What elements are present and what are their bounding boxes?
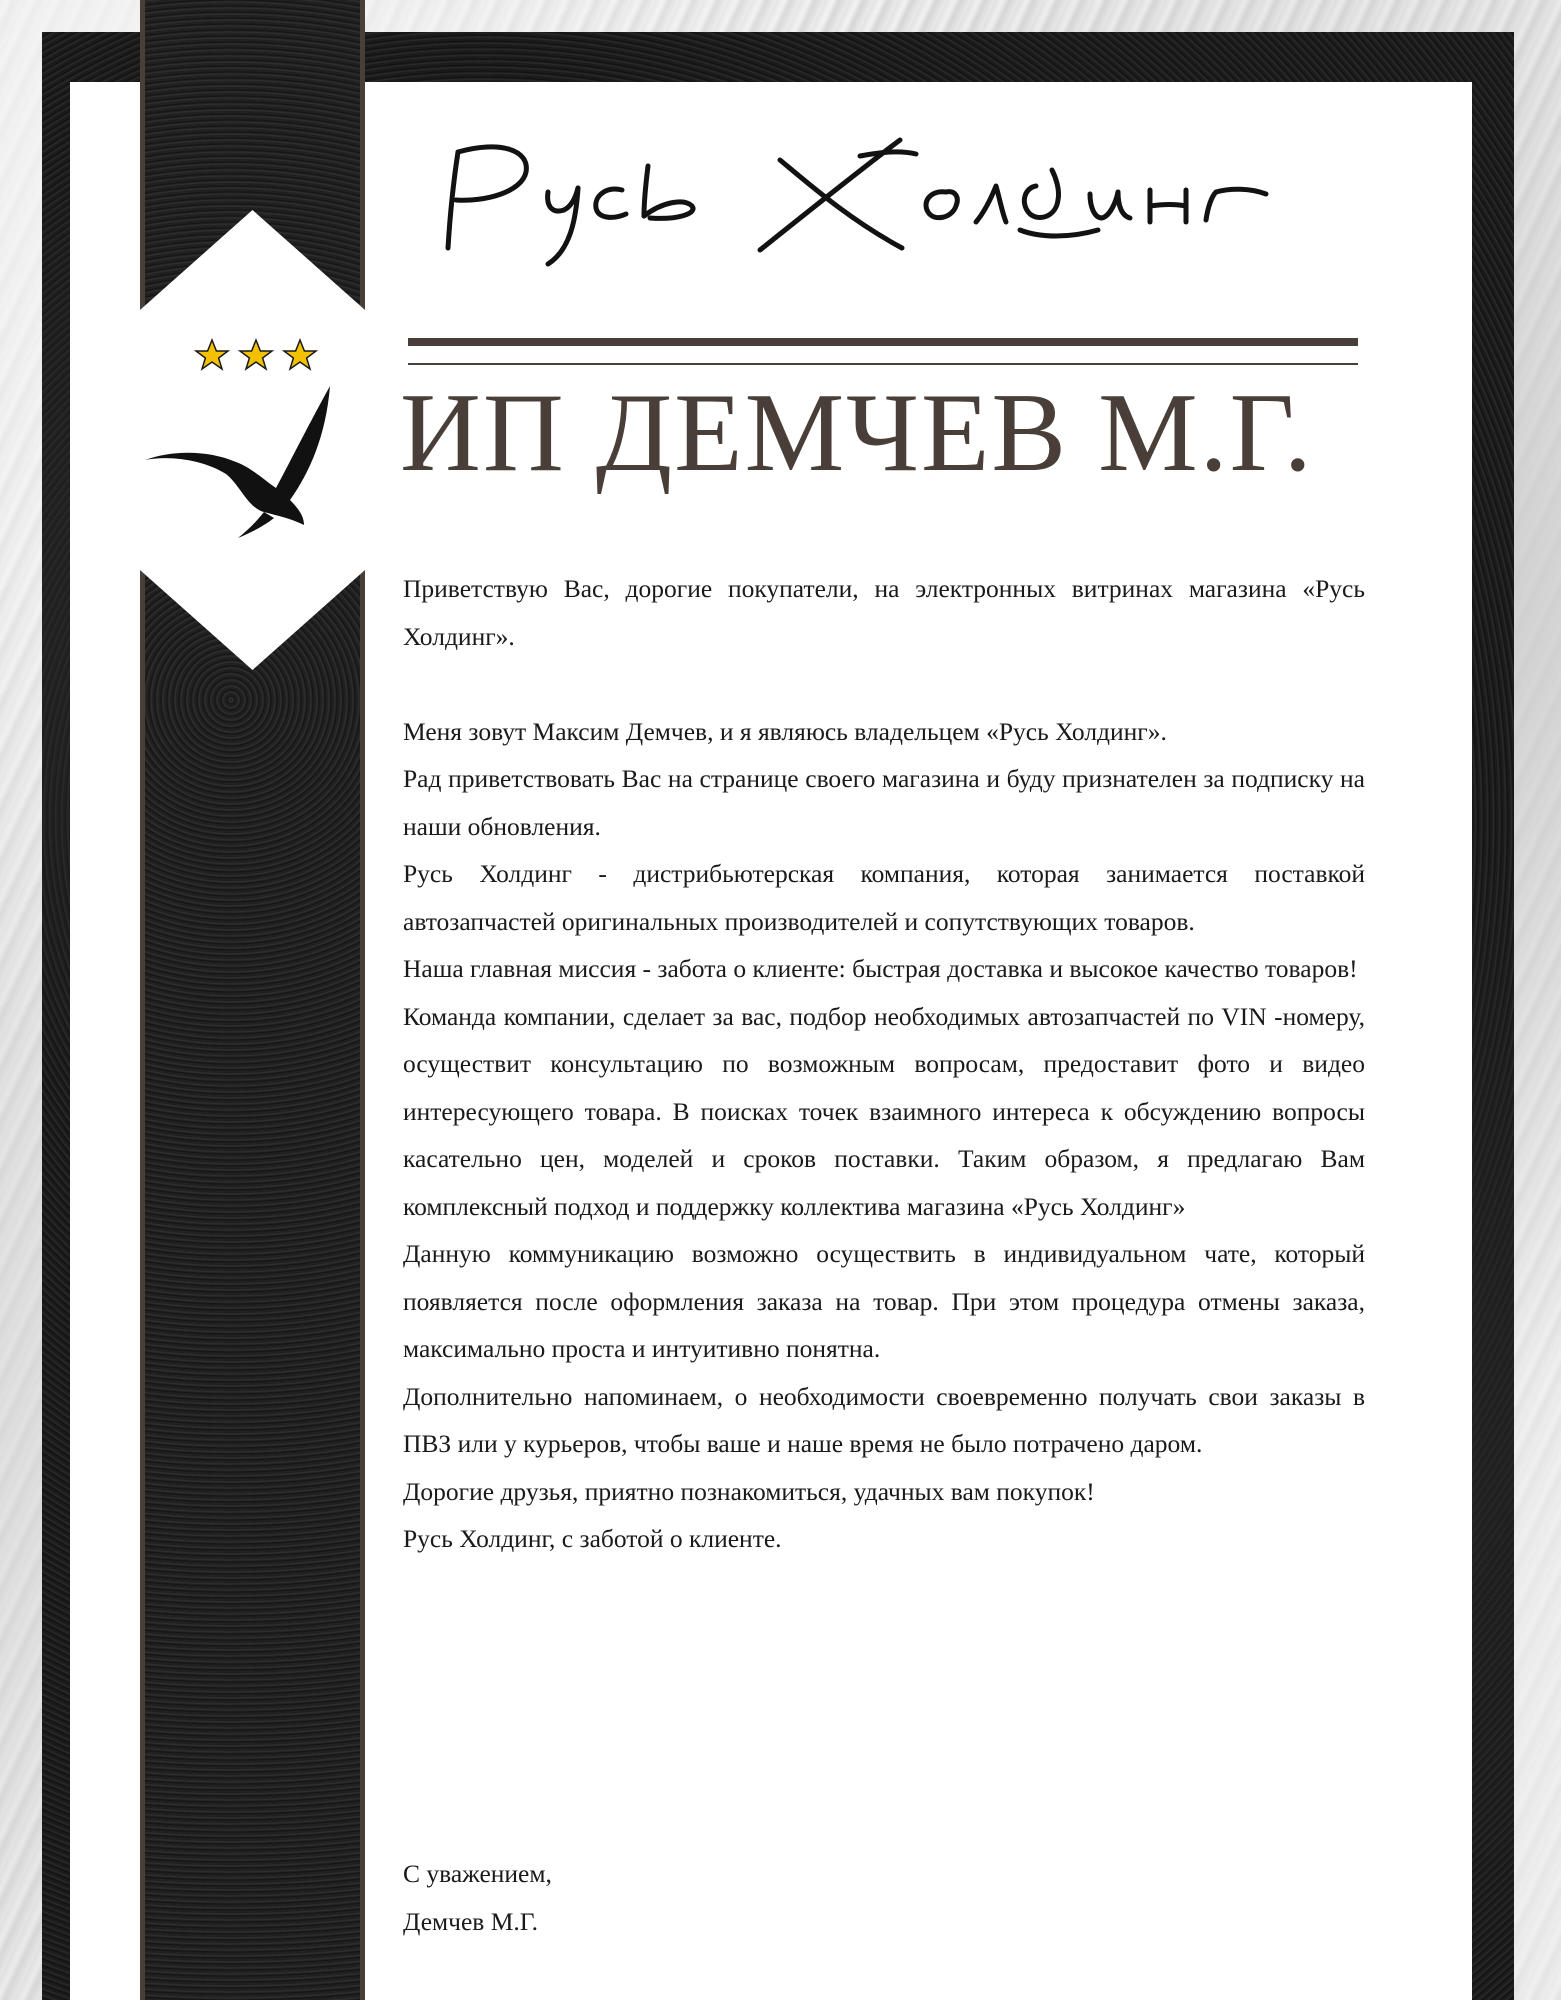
letter-paragraph: Команда компании, сделает за вас, подбор необходимых автозапчастей по VIN -номеру, осуществит консультацию по возможным вопросам, предоставит фото и видео интересующего товара. В поисках точек взаимного интереса к обсуждению вопросы касательно цен, моделей и сроков поставки. Таким образом, я предлагаю Вам комплексный подход и поддержку коллектива магазина «Русь Холдинг» [403, 1001, 1365, 1221]
emblem-diamond [140, 210, 365, 670]
letter-closing [403, 1850, 1003, 1945]
letter-paragraph: Рад приветствовать Вас на странице своего магазина и буду признателен за подписку на наши обновления. [403, 764, 1365, 841]
letter-paragraph: Наша главная миссия - забота о клиенте: быстрая доставка и высокое качество товаров! [403, 954, 1358, 983]
brand-logo [430, 130, 1280, 280]
letter-paragraph: Данную коммуникацию возможно осуществить в индивидуальном чате, который появляется после оформления заказа на товар. При этом процедура отмены заказа, максимально проста и интуитивно понятна. [403, 1239, 1365, 1363]
letter-body [403, 565, 1365, 1563]
signature-name: Демчев М.Г. [403, 1906, 539, 1936]
letter-paragraph: Дорогие друзья, приятно познакомиться, удачных вам покупок! [403, 1476, 1095, 1506]
letter-paragraph: Дополнительно напоминаем, о необходимости своевременно получать свои заказы в ПВЗ или у курьеров, чтобы ваше и наше время не было потрачено даром. [403, 1381, 1365, 1458]
regards-line: С уважением, [403, 1859, 552, 1888]
title-rule-thick [408, 338, 1358, 346]
letter-paragraph: Русь Холдинг, с заботой о клиенте. [403, 1524, 782, 1553]
title-rule-thin [408, 363, 1358, 365]
letter-paragraph: Русь Холдинг - дистрибьютерская компания, которая занимается поставкой автозапчастей оригинальных производителей и сопутствующих товаров. [403, 859, 1365, 936]
letter-paragraph: Меня зовут Максим Демчев, и я являюсь владельцем «Русь Холдинг». [403, 716, 1167, 746]
page-title: ИП ДЕМЧЕВ М.Г. [400, 371, 1314, 495]
letter-paragraph: Приветствую Вас, дорогие покупатели, на электронных витринах магазина «Русь Холдинг». [403, 574, 1365, 651]
